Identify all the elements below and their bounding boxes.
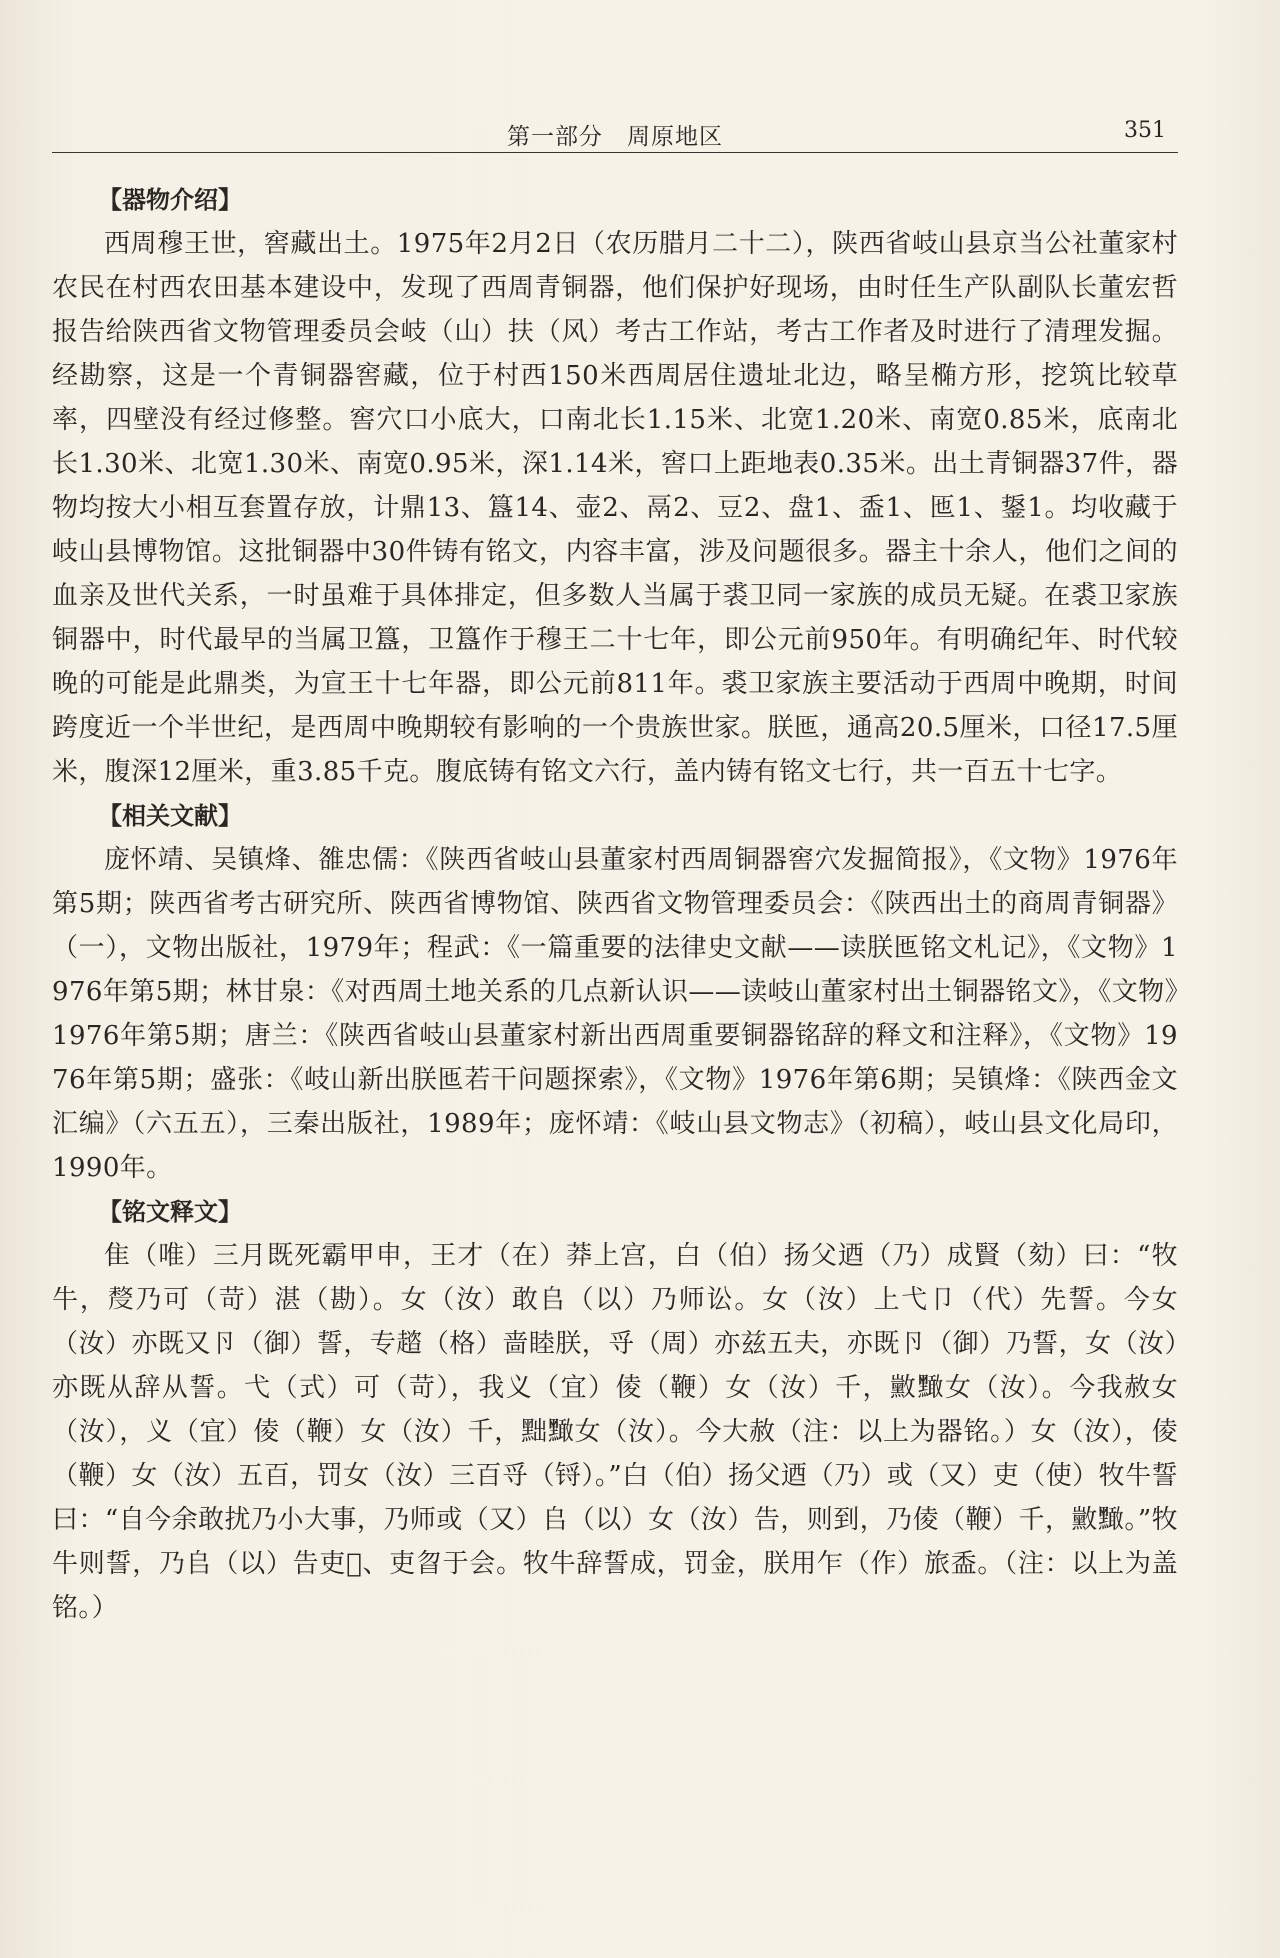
page-header	[52, 112, 1178, 153]
page-number: 351	[1124, 118, 1166, 143]
running-title: 第一部分 周原地区	[507, 124, 723, 150]
section-heading-artifact-intro: 【器物介绍】	[98, 186, 242, 214]
paragraph-inscription: 隹（唯）三月既死霸甲申，王才（在）莽上宫，白（伯）扬父迺（乃）成賢（劾）曰：“牧牛，𠭰乃可（苛）湛（勘）。女（汝）敢𠂤（以）乃师讼。女（汝）上弋卩（代）先誓。今女（汝）亦既又卪（御）誓，专趦（格）啬睦朕，寽（周）亦兹五夫，亦既卪（御）乃誓，女（汝）亦既从辞从誓。弋（式）可（苛），我义（宜）倰（鞭）女（汝）千，𪑛𪒠女（汝）。今我赦女（汝），义（宜）倰（鞭）女（汝）千，黜𪒠女（汝）。今大赦（注：以上为器铭。）女（汝），倰（鞭）女（汝）五百，罚女（汝）三百寽（锊）。”白（伯）扬父迺（乃）或（又）吏（使）牧牛誓曰：“自今余敢扰乃小大事，乃师或（又）𠂤（以）女（汝）告，则到，乃倰（鞭）千，𪑛𪒠。”牧牛则誓，乃𠂤（以）告吏𡵧、吏曶于会。牧牛辞誓成，罚金，朕用乍（作）旅盉。（注：以上为盖铭。）	[52, 1241, 1178, 1623]
section-heading-inscription: 【铭文释文】	[98, 1198, 242, 1226]
paragraph-artifact-intro: 西周穆王世，窖藏出土。1975年2月2日（农历腊月二十二），陕西省岐山县京当公社董家村农民在村西农田基本建设中，发现了西周青铜器，他们保护好现场，由时任生产队副队长董宏哲报告给陕西省文物管理委员会岐（山）扶（风）考古工作站，考古工作者及时进行了清理发掘。经勘察，这是一个青铜器窖藏，位于村西150米西周居住遗址北边，略呈椭方形，挖筑比较草率，四壁没有经过修整。窖穴口小底大，口南北长1.15米、北宽1.20米、南宽0.85米，底南北长1.30米、北宽1.30米、南宽0.95米，深1.14米，窖口上距地表0.35米。出土青铜器37件，器物均按大小相互套置存放，计鼎13、簋14、壶2、鬲2、豆2、盘1、盉1、匜1、鋬1。均收藏于岐山县博物馆。这批铜器中30件铸有铭文，内容丰富，涉及问题很多。器主十余人，他们之间的血亲及世代关系，一时虽难于具体排定，但多数人当属于裘卫同一家族的成员无疑。在裘卫家族铜器中，时代最早的当属卫簋，卫簋作于穆王二十七年，即公元前950年。有明确纪年、时代较晚的可能是此鼎类，为宣王十七年器，即公元前811年。裘卫家族主要活动于西周中晚期，时间跨度近一个半世纪，是西周中晚期较有影响的一个贵族世家。朕匜，通高20.5厘米，口径17.5厘米，腹深12厘米，重3.85千克。腹底铸有铭文六行，盖内铸有铭文七行，共一百五十七字。	[52, 229, 1178, 787]
section-heading-references: 【相关文献】	[98, 802, 242, 830]
page-content	[52, 178, 1178, 1630]
paragraph-references: 庞怀靖、吴镇烽、雒忠儒：《陕西省岐山县董家村西周铜器窖穴发掘简报》，《文物》1976年第5期；陕西省考古研究所、陕西省博物馆、陕西省文物管理委员会：《陕西出土的商周青铜器》（一），文物出版社，1979年；程武：《一篇重要的法律史文献——读朕匜铭文札记》，《文物》1976年第5期；林甘泉：《对西周土地关系的几点新认识——读岐山董家村出土铜器铭文》，《文物》1976年第5期；唐兰：《陕西省岐山县董家村新出西周重要铜器铭辞的释文和注释》，《文物》1976年第5期；盛张：《岐山新出朕匜若干问题探索》，《文物》1976年第6期；吴镇烽：《陕西金文汇编》（六五五），三秦出版社，1989年；庞怀靖：《岐山县文物志》（初稿），岐山县文化局印，1990年。	[52, 845, 1178, 1183]
